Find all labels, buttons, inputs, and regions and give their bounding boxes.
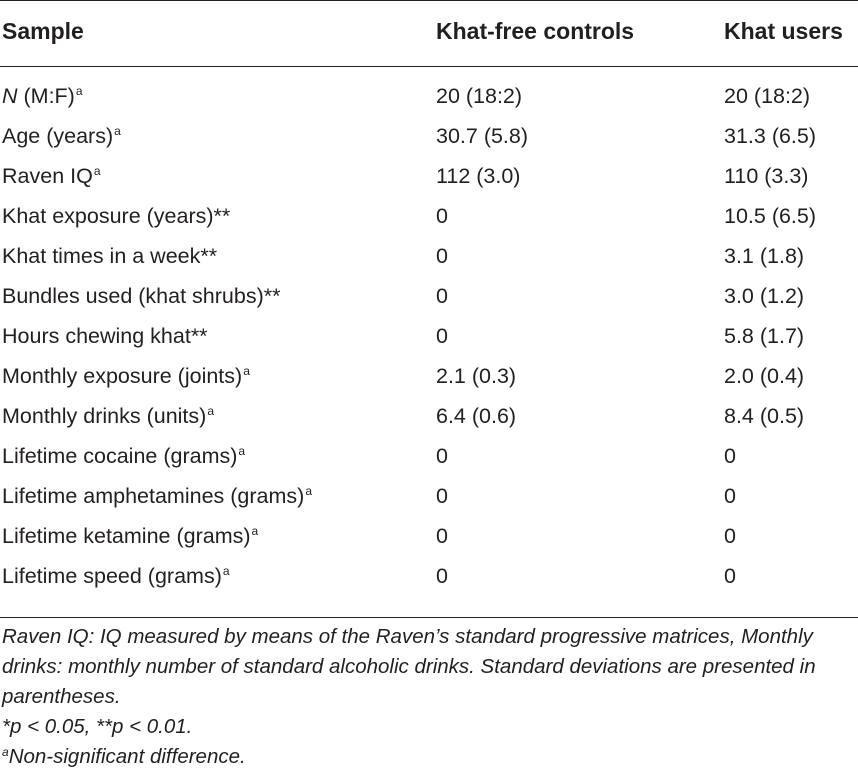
row-label xyxy=(2,284,281,309)
row-label xyxy=(2,244,218,269)
row-footnote-mark: a xyxy=(222,564,230,578)
row-label-text: Raven IQ xyxy=(2,164,93,188)
row-label-italic: N xyxy=(2,84,18,108)
cell-khat-free-controls: 30.7 (5.8) xyxy=(436,124,529,148)
row-label-text: Lifetime speed (grams) xyxy=(2,564,222,588)
row-label-text: Monthly exposure (joints) xyxy=(2,364,243,388)
bottom-rule xyxy=(0,617,858,618)
cell-khat-free-controls: 20 (18:2) xyxy=(436,84,523,108)
cell-khat-users: 0 xyxy=(724,564,736,588)
table-notes xyxy=(2,622,858,772)
notes-definitions: Raven IQ: IQ measured by means of the Raven’s standard progressive matrices, Monthly drinks: monthly number of standard alcoholic drinks. Standard deviations are presented in parentheses. xyxy=(2,625,816,708)
table-row xyxy=(0,318,858,358)
row-label xyxy=(2,124,121,149)
header-khat-free-controls: Khat-free controls xyxy=(436,18,635,44)
row-label xyxy=(2,484,312,509)
table-row xyxy=(0,78,858,118)
table-row xyxy=(0,438,858,478)
header-rule xyxy=(0,66,858,67)
row-footnote-mark: a xyxy=(305,484,312,498)
row-label xyxy=(2,444,245,469)
row-footnote-mark: a xyxy=(75,84,83,98)
cell-khat-free-controls: 6.4 (0.6) xyxy=(436,404,517,428)
cell-khat-users: 5.8 (1.7) xyxy=(724,324,805,348)
row-label-text: Monthly drinks (units) xyxy=(2,404,207,428)
row-label-text: Bundles used (khat shrubs)** xyxy=(2,284,281,308)
row-footnote-mark: a xyxy=(243,364,250,378)
cell-khat-users: 0 xyxy=(724,444,736,468)
header-sample: Sample xyxy=(2,18,84,44)
cell-khat-users: 20 (18:2) xyxy=(724,84,811,108)
table-row xyxy=(0,518,858,558)
table-row xyxy=(0,398,858,438)
cell-khat-free-controls: 0 xyxy=(436,284,448,308)
cell-khat-users: 3.0 (1.2) xyxy=(724,284,805,308)
table-row xyxy=(0,158,858,198)
cell-khat-free-controls: 0 xyxy=(436,444,448,468)
row-footnote-mark: a xyxy=(251,524,259,538)
row-footnote-mark: a xyxy=(207,404,215,418)
table-header xyxy=(0,12,858,52)
row-label-text: Khat exposure (years)** xyxy=(2,204,231,228)
cell-khat-free-controls: 0 xyxy=(436,484,448,508)
row-label-text: Lifetime amphetamines (grams) xyxy=(2,484,305,508)
row-label-text: Lifetime cocaine (grams) xyxy=(2,444,238,468)
row-label-text: Age (years) xyxy=(2,124,114,148)
cell-khat-free-controls: 0 xyxy=(436,204,448,228)
cell-khat-users: 0 xyxy=(724,524,736,548)
table-row xyxy=(0,118,858,158)
cell-khat-users: 110 (3.3) xyxy=(724,164,809,188)
cell-khat-users: 0 xyxy=(724,484,736,508)
row-label-text: Hours chewing khat** xyxy=(2,324,208,348)
table-row xyxy=(0,278,858,318)
notes-significance: *p < 0.05, **p < 0.01. xyxy=(2,715,193,738)
row-label xyxy=(2,524,258,549)
table-row xyxy=(0,478,858,518)
row-footnote-mark: a xyxy=(93,164,101,178)
cell-khat-free-controls: 2.1 (0.3) xyxy=(436,364,517,388)
cell-khat-users: 2.0 (0.4) xyxy=(724,364,805,388)
cell-khat-free-controls: 0 xyxy=(436,244,448,268)
cell-khat-free-controls: 112 (3.0) xyxy=(436,164,521,188)
row-label xyxy=(2,204,231,229)
row-label xyxy=(2,84,83,109)
table-row xyxy=(0,198,858,238)
row-label xyxy=(2,404,214,429)
row-label-text: (M:F) xyxy=(17,84,75,108)
footnote-text: Non-significant difference. xyxy=(8,745,246,768)
notes-footnote xyxy=(2,742,858,772)
row-label xyxy=(2,364,250,389)
row-label-text: Khat times in a week** xyxy=(2,244,218,268)
row-label-text: Lifetime ketamine (grams) xyxy=(2,524,251,548)
row-footnote-mark: a xyxy=(114,124,121,138)
table-body xyxy=(0,78,858,598)
cell-khat-users: 31.3 (6.5) xyxy=(724,124,817,148)
cell-khat-free-controls: 0 xyxy=(436,564,448,588)
row-label xyxy=(2,164,101,189)
table-row xyxy=(0,238,858,278)
cell-khat-users: 3.1 (1.8) xyxy=(724,244,805,268)
row-footnote-mark: a xyxy=(238,444,246,458)
cell-khat-free-controls: 0 xyxy=(436,324,448,348)
cell-khat-users: 8.4 (0.5) xyxy=(724,404,805,428)
table-row xyxy=(0,358,858,398)
footnote-mark: a xyxy=(2,745,9,759)
row-label xyxy=(2,564,230,589)
cell-khat-free-controls: 0 xyxy=(436,524,448,548)
top-rule xyxy=(0,0,858,1)
table-row xyxy=(0,558,858,598)
cell-khat-users: 10.5 (6.5) xyxy=(724,204,817,228)
header-khat-users: Khat users xyxy=(724,18,843,44)
row-label xyxy=(2,324,209,349)
